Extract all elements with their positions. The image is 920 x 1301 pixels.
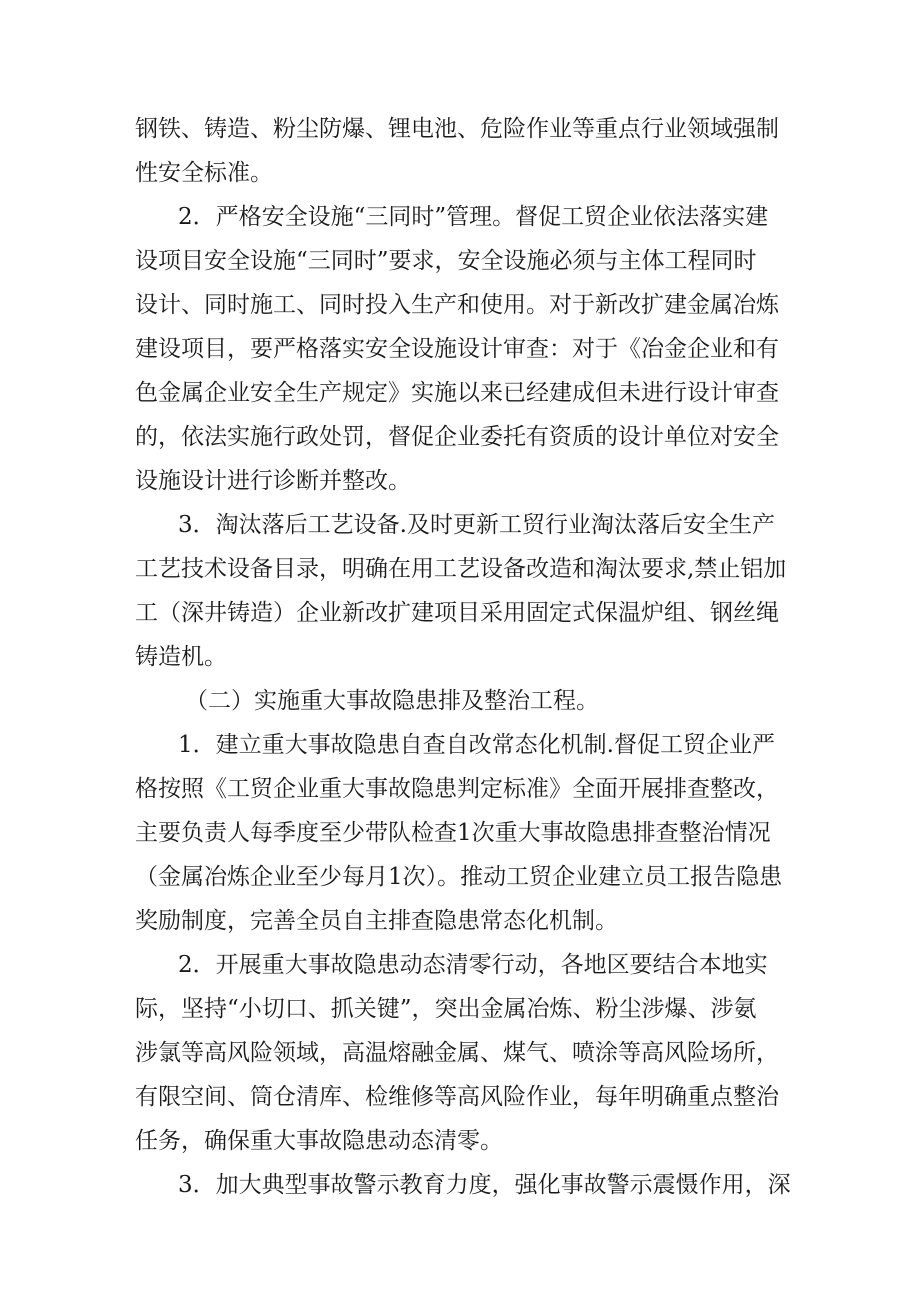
text-line: 铸造机。	[135, 644, 227, 670]
text-line: 3．加大典型事故警示教育力度，强化事故警示震慑作用，深	[178, 1172, 791, 1198]
text-line: 色金属企业安全生产规定》实施以来已经建成但未进行设计审查	[135, 380, 779, 406]
text-line: 涉氯等高风险领域，高温熔融金属、煤气、喷涂等高风险场所，	[135, 1040, 779, 1066]
text-line: 工（深井铸造）企业新改扩建项目采用固定式保温炉组、钢丝绳	[135, 600, 779, 626]
text-line: 格按照《工贸企业重大事故隐患判定标准》全面开展排查整改，	[135, 776, 779, 802]
text-line: 奖励制度，完善全员自主排查隐患常态化机制。	[135, 908, 618, 934]
text-line: 2．开展重大事故隐患动态清零行动，各地区要结合本地实	[178, 952, 768, 978]
text-line: 建设项目，要严格落实安全设施设计审查：对于《冶金企业和有	[135, 336, 779, 362]
text-line: 设施设计进行诊断并整改。	[135, 468, 411, 494]
section-heading: （二）实施重大事故隐患排及整治工程。	[185, 688, 599, 714]
text-line: 3．淘汰落后工艺设备.及时更新工贸行业淘汰落后安全生产	[178, 512, 775, 538]
text-line: 性安全标准。	[135, 160, 273, 186]
text-line: 工艺技术设备目录，明确在用工艺设备改造和淘汰要求,禁止铝加	[135, 556, 787, 582]
text-line: 主要负责人每季度至少带队检查1次重大事故隐患排查整治情况	[135, 820, 771, 846]
text-line: 设计、同时施工、同时投入生产和使用。对于新改扩建金属冶炼	[135, 292, 779, 318]
text-line: 设项目安全设施“三同时”要求，安全设施必须与主体工程同时	[135, 248, 757, 274]
text-line: 任务，确保重大事故隐患动态清零。	[135, 1128, 503, 1154]
text-line: 有限空间、筒仓清库、检维修等高风险作业，每年明确重点整治	[135, 1084, 779, 1110]
text-line: 的，依法实施行政处罚，督促企业委托有资质的设计单位对安全	[135, 424, 779, 450]
text-line: 钢铁、铸造、粉尘防爆、锂电池、危险作业等重点行业领域强制	[135, 116, 779, 142]
text-line: （金属冶炼企业至少每月1次）。推动工贸企业建立员工报告隐患	[135, 864, 783, 890]
text-line: 际，坚持“小切口、抓关键”，突出金属冶炼、粉尘涉爆、涉氨	[135, 996, 757, 1022]
text-line: 1．建立重大事故隐患自查自改常态化机制.督促工贸企业严	[178, 732, 775, 758]
text-line: 2．严格安全设施“三同时”管理。督促工贸企业依法落实建	[178, 204, 769, 230]
